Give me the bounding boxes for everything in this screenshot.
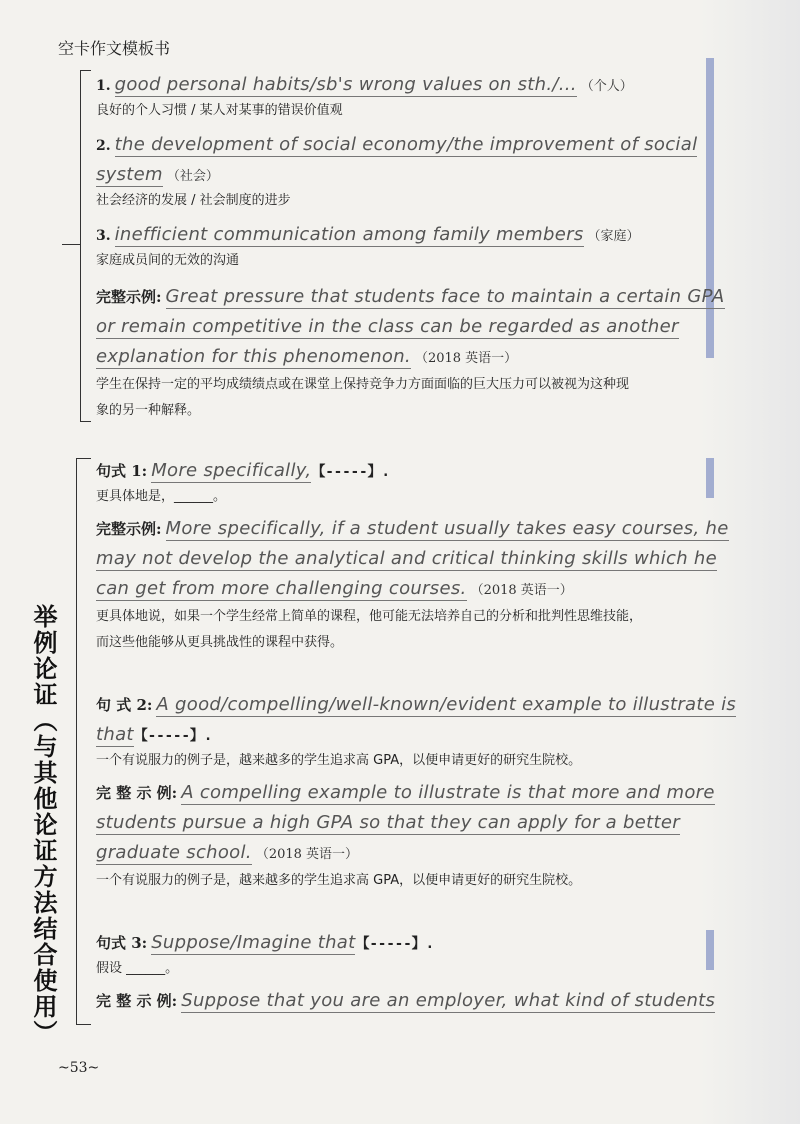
blank-slot: 【-----】.: [133, 728, 213, 744]
item-number: 1.: [96, 78, 111, 94]
section2-bracket: [76, 458, 91, 1025]
book-title: 空卡作文模板书: [58, 39, 171, 58]
item-tag: （个人）: [580, 79, 633, 94]
item-english: good personal habits/sb's wrong values on sth./...: [114, 74, 577, 95]
example-line: or remain competitive in the class can be regarded as another: [96, 316, 679, 337]
blank-slot: 【-----】.: [355, 936, 435, 952]
section1-bracket: [80, 70, 91, 422]
example-chinese: 象的另一种解释。: [96, 403, 201, 418]
pattern-label: 句 式 2:: [96, 696, 153, 714]
pattern-english: Suppose/Imagine that: [151, 932, 356, 953]
section1: [96, 70, 756, 424]
item-tag: （家庭）: [587, 229, 640, 244]
example-label: 完整示例:: [96, 520, 162, 538]
example-line: A compelling example to illustrate is that more and more: [181, 782, 715, 803]
example-label: 完 整 示 例:: [96, 992, 178, 1010]
example-source: （2018 英语一）: [470, 583, 573, 598]
full-example: [96, 282, 756, 312]
item-chinese: 社会经济的发展 / 社会制度的进步: [96, 193, 291, 208]
pattern-label: 句式 3:: [96, 934, 148, 952]
item-english: inefficient communication among family members: [114, 224, 584, 245]
example-line: Great pressure that students face to maintain a certain GPA: [165, 286, 725, 307]
pattern-english: More specifically,: [151, 460, 312, 481]
example-line: may not develop the analytical and critical thinking skills which he: [96, 548, 718, 569]
item-2: [96, 130, 756, 160]
pattern-chinese: 假设 ______。: [96, 961, 179, 976]
example-line: explanation for this phenomenon.: [96, 346, 411, 367]
example-source: （2018 英语一）: [255, 847, 359, 862]
pattern-3: [96, 928, 756, 1016]
example-line: graduate school.: [96, 842, 252, 863]
item-number: 2.: [96, 138, 111, 154]
item-1: [96, 70, 756, 100]
pattern-1: [96, 456, 756, 656]
example-chinese: 更具体地说，如果一个学生经常上简单的课程，他可能无法培养自己的分析和批判性思维技能，: [96, 609, 643, 624]
example-label: 完 整 示 例:: [96, 784, 178, 802]
item-tag: （社会）: [166, 169, 219, 184]
example-source: （2018 英语一）: [414, 351, 518, 366]
item-chinese: 家庭成员间的无效的沟通: [96, 253, 240, 268]
example-label: 完整示例:: [96, 288, 162, 306]
pattern-chinese: 更具体地是，______。: [96, 489, 227, 504]
pattern-chinese: 一个有说服力的例子是，越来越多的学生追求高 GPA，以便申请更好的研究生院校。: [96, 753, 582, 768]
pattern-label: 句式 1:: [96, 462, 148, 480]
example-line: can get from more challenging courses.: [96, 578, 467, 599]
example-chinese: 一个有说服力的例子是，越来越多的学生追求高 GPA，以便申请更好的研究生院校。: [96, 873, 582, 888]
pattern-english: A good/compelling/well-known/evident example to illustrate is: [156, 694, 737, 715]
item-3: [96, 220, 756, 250]
example-chinese: 而这些他能够从更具挑战性的课程中获得。: [96, 635, 344, 650]
item-number: 3.: [96, 228, 111, 244]
section1-bracket-tick: [62, 244, 80, 245]
blank-slot: 【-----】.: [311, 464, 390, 480]
example-chinese: 学生在保持一定的平均成绩绩点或在课堂上保持竞争力方面面临的巨大压力可以被视为这种现: [96, 377, 630, 392]
item-chinese: 良好的个人习惯 / 某人对某事的错误价值观: [96, 103, 343, 118]
example-line: Suppose that you are an employer, what kind of students: [181, 990, 716, 1011]
page-number: ~53~: [58, 1060, 100, 1076]
example-line: students pursue a high GPA so that they can apply for a better: [96, 812, 680, 833]
pattern-english-cont: that: [96, 724, 134, 745]
item-english-cont: system: [96, 164, 163, 185]
item-english: the development of social economy/the improvement of social: [114, 134, 698, 155]
pattern-2: [96, 690, 756, 894]
section-vertical-title: 举例论证（与其他论证方法结合使用）: [29, 604, 58, 1046]
example-line: More specifically, if a student usually takes easy courses, he: [165, 518, 729, 539]
